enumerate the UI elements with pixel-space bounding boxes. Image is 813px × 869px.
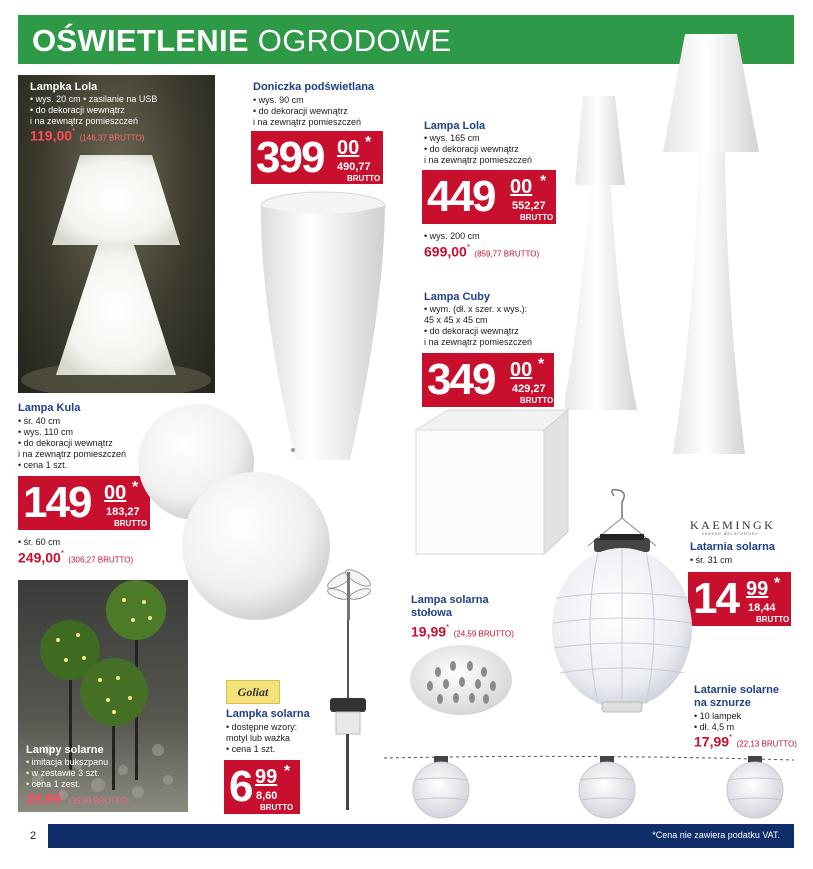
- lampka-lola-price: 119,00* (146,37 BRUTTO): [30, 127, 145, 144]
- page-number: 2: [29, 830, 37, 842]
- cuby-bullets: • wym. (dł. x szer. x wys.): 45 x 45 x 45 cm • do dekoracji wewnątrz i na zewnątrz pomieszczeń: [424, 304, 533, 347]
- kula-bullets: • śr. 40 cm • wys. 110 cm • do dekoracji wewnątrz i na zewnątrz pomieszczeń • cena 1 szt.: [18, 416, 127, 470]
- lampa-lola-alt-bullet: • wys. 200 cm: [424, 231, 480, 241]
- stolowa-price: 19,99* (24,59 BRUTTO): [411, 623, 514, 640]
- lampy-solarne-name: Lampy solarne: [26, 744, 104, 756]
- doniczka-bullets: • wys. 90 cm • do dekoracji wewnątrz i na zewnątrz pomieszczeń: [253, 95, 362, 127]
- latarnia-price-box: 14 99 * 18,44 BRUTTO: [688, 572, 791, 626]
- page-title: OŚWIETLENIE OGRODOWE: [32, 23, 452, 58]
- lampa-lola-name: Lampa Lola: [424, 120, 486, 132]
- vat-note: *Cena nie zawiera podatku VAT.: [652, 830, 780, 840]
- sznur-name: Latarnie solarne na sznurze: [694, 684, 779, 709]
- doniczka-price-box: 399 00 * 490,77 BRUTTO: [251, 131, 383, 184]
- lampa-lola-image: [565, 30, 805, 460]
- lampy-solarne-bullets: • imitacja bukszpanu • w zestawie 3 szt. • cena 1 zest.: [26, 757, 109, 789]
- lampa-lola-alt-price: 699,00* (859,77 BRUTTO): [424, 243, 540, 260]
- lampka-solarna-price-box: 6 99 * 8,60 BRUTTO: [224, 760, 300, 814]
- kaemingk-sub: season decorations: [702, 532, 759, 537]
- doniczka-name: Doniczka podświetlana: [253, 81, 375, 93]
- lampy-solarne-price: 29,99* (36,89 BRUTTO): [26, 790, 129, 807]
- kula-price-box: 149 00 * 183,27 BRUTTO: [18, 476, 150, 530]
- kula-alt-price: 249,00* (306,27 BRUTTO): [18, 549, 134, 566]
- cuby-price-box: 349 00 * 429,27 BRUTTO: [422, 353, 554, 407]
- stolowa-image: [408, 642, 514, 718]
- latarnia-bullets: • śr. 31 cm: [690, 555, 733, 565]
- sznur-price: 17,99* (22,13 BRUTTO): [694, 733, 797, 750]
- goliat-logo: Goliat: [226, 680, 280, 704]
- lampa-lola-price-box: 449 00 * 552,27 BRUTTO: [422, 170, 556, 224]
- latarnia-image: [548, 488, 698, 728]
- lampka-lola-name: Lampka Lola: [30, 81, 98, 93]
- kaemingk-logo: KAEMINGK: [690, 518, 776, 532]
- lampka-solarna-name: Lampka solarna: [226, 708, 310, 720]
- cuby-name: Lampa Cuby: [424, 291, 491, 303]
- lampka-solarna-image: [322, 562, 374, 814]
- page-number-box: [18, 824, 48, 848]
- latarnia-name: Latarnia solarna: [690, 541, 775, 553]
- lampka-solarna-bullets: • dostępne wzory: motyl lub ważka • cena 1 szt.: [226, 722, 298, 754]
- kula-alt-bullet: • śr. 60 cm: [18, 537, 61, 547]
- lampka-lola-bullets: • wys. 20 cm • zasilanie na USB • do dekoracji wewnątrz i na zewnątrz pomieszczeń: [30, 94, 158, 126]
- kula-name: Lampa Kula: [18, 402, 81, 414]
- lampa-lola-bullets: • wys. 165 cm • do dekoracji wewnątrz i na zewnątrz pomieszczeń: [424, 133, 533, 165]
- sznur-image: [384, 750, 794, 824]
- footer-bar: [18, 824, 794, 848]
- sznur-bullets: • 10 lampek • dł. 4,5 m: [694, 711, 742, 732]
- stolowa-name: Lampa solarna stołowa: [411, 594, 489, 619]
